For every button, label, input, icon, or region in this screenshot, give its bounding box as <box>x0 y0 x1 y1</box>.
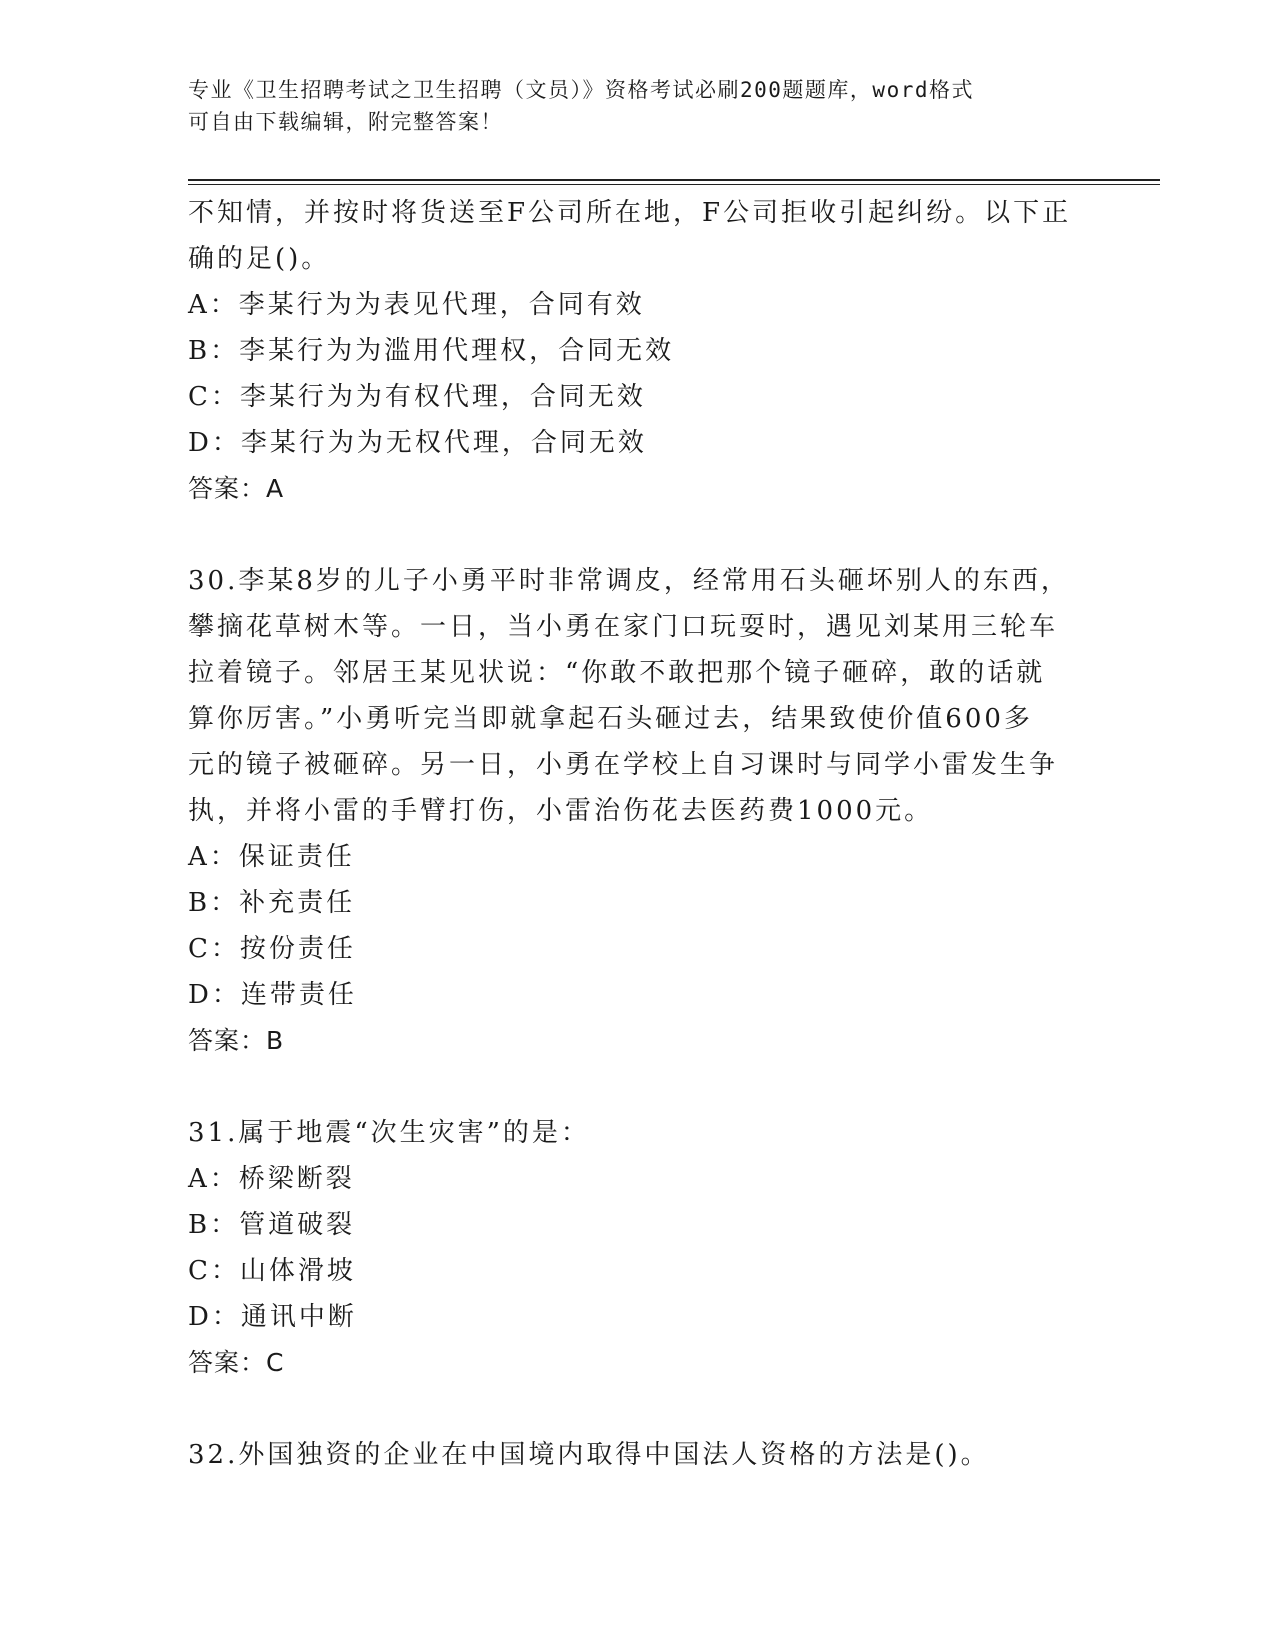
header-rule-thin <box>188 184 1160 185</box>
option-a: A：桥梁断裂 <box>188 1164 355 1194</box>
option-b: B：补充责任 <box>188 888 356 918</box>
answer-line: 答案：A <box>188 474 285 503</box>
question-text-line: 攀摘花草树木等。一日，当小勇在家门口玩耍时，遇见刘某用三轮车 <box>188 612 1059 642</box>
question-text-line: 31.属于地震“次生灾害”的是： <box>188 1118 590 1148</box>
header-rule-thick <box>188 179 1160 181</box>
option-c: C：山体滑坡 <box>188 1256 356 1286</box>
option-d: D：李某行为为无权代理，合同无效 <box>188 428 647 458</box>
question-text-line: 执，并将小雷的手臂打伤，小雷治伤花去医药费1000元。 <box>188 796 934 826</box>
option-d: D：通讯中断 <box>188 1302 357 1332</box>
spacer <box>188 1064 1088 1110</box>
option-c: C：李某行为为有权代理，合同无效 <box>188 382 646 412</box>
option-a: A：李某行为为表见代理，合同有效 <box>188 290 645 320</box>
option-c: C：按份责任 <box>188 934 356 964</box>
question-text-line: 不知情，并按时将货送至F公司所在地，F公司拒收引起纠纷。以下正 <box>188 198 1072 228</box>
question-text-line: 算你厉害。”小勇听完当即就拿起石头砸过去，结果致使价值600多 <box>188 704 1033 734</box>
option-a: A：保证责任 <box>188 842 355 872</box>
header-line-1: 专业《卫生招聘考试之卫生招聘（文员）》资格考试必刷200题题库，word格式 <box>188 78 974 102</box>
option-b: B：李某行为为滥用代理权，合同无效 <box>188 336 675 366</box>
spacer <box>188 1386 1088 1432</box>
question-29 <box>188 190 1088 512</box>
header-line-2: 可自由下载编辑，附完整答案！ <box>188 110 503 134</box>
spacer <box>188 512 1088 558</box>
answer-line: 答案：B <box>188 1026 285 1055</box>
question-text-line: 确的足()。 <box>188 244 331 274</box>
question-text-line: 30.李某8岁的儿子小勇平时非常调皮，经常用石头砸坏别人的东西， <box>188 566 1070 596</box>
question-32 <box>188 1432 1088 1478</box>
option-d: D：连带责任 <box>188 980 357 1010</box>
document-body <box>188 190 1088 1478</box>
answer-line: 答案：C <box>188 1348 285 1377</box>
question-text-line: 32.外国独资的企业在中国境内取得中国法人资格的方法是()。 <box>188 1440 990 1470</box>
document-header <box>188 74 1088 138</box>
question-text-line: 拉着镜子。邻居王某见状说：“你敢不敢把那个镜子砸碎，敢的话就 <box>188 658 1046 688</box>
option-b: B：管道破裂 <box>188 1210 356 1240</box>
question-31 <box>188 1110 1088 1386</box>
question-30 <box>188 558 1088 1064</box>
question-text-line: 元的镜子被砸碎。另一日，小勇在学校上自习课时与同学小雷发生争 <box>188 750 1059 780</box>
